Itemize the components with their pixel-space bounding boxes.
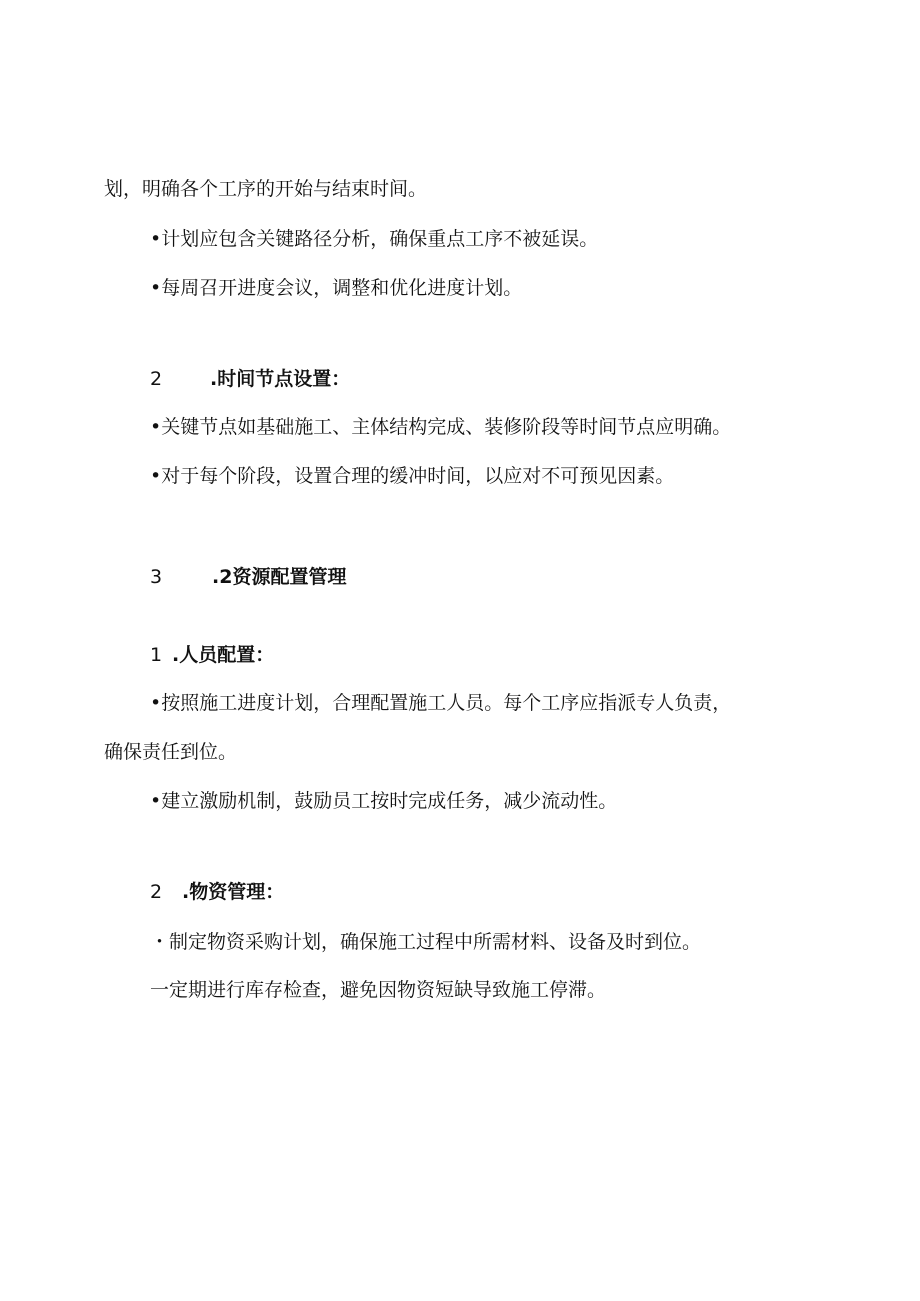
- section-heading: [150, 879, 284, 905]
- paragraph-line: 确保责任到位。: [104, 741, 238, 763]
- bullet-item: •关键节点如基础施工、主体结构完成、装修阶段等时间节点应明确。: [150, 416, 732, 438]
- section-heading: [150, 564, 346, 590]
- heading-label: .2资源配置管理: [212, 566, 347, 588]
- heading-label: .人员配置：: [172, 644, 275, 666]
- heading-number: 3: [150, 566, 163, 588]
- section-heading: [150, 366, 350, 392]
- heading-number: 1: [150, 644, 163, 666]
- bullet-item: •计划应包含关键路径分析，确保重点工序不被延误。: [150, 228, 599, 250]
- bullet-item: •每周召开进度会议，调整和优化进度计划。: [150, 277, 523, 299]
- section-heading: [150, 642, 274, 668]
- bullet-item: ・制定物资采购计划，确保施工过程中所需材料、设备及时到位。: [150, 931, 702, 953]
- bullet-item: •建立激励机制，鼓励员工按时完成任务，减少流动性。: [150, 790, 618, 812]
- paragraph-line: 划，明确各个工序的开始与结束时间。: [104, 178, 428, 200]
- heading-number: 2: [150, 368, 163, 390]
- heading-label: .时间节点设置：: [210, 368, 351, 390]
- bullet-item: •按照施工进度计划，合理配置施工人员。每个工序应指派专人负责，: [150, 692, 732, 714]
- paragraph-line: 一定期进行库存检查，避免因物资短缺导致施工停滞。: [150, 979, 607, 1001]
- heading-label: .物资管理：: [182, 881, 285, 903]
- heading-number: 2: [150, 881, 163, 903]
- bullet-item: •对于每个阶段，设置合理的缓冲时间，以应对不可预见因素。: [150, 465, 675, 487]
